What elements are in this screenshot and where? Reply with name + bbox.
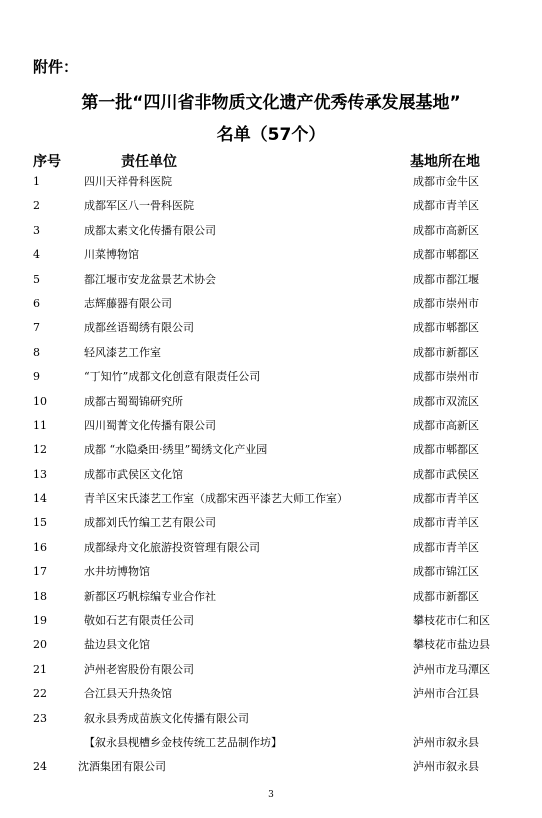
row-serial-number: 14: [33, 492, 47, 506]
table-row: [0, 707, 542, 731]
table-row: [0, 609, 542, 633]
row-responsible-unit: 敬如石艺有限责任公司: [84, 614, 194, 628]
row-serial-number: 7: [33, 321, 40, 335]
row-responsible-unit: 成都古蜀蜀锦研究所: [84, 394, 183, 408]
table-row: [0, 511, 542, 535]
row-responsible-unit: 泸州老窖股份有限公司: [84, 662, 194, 676]
document-subtitle: 名单（57个）: [216, 125, 326, 145]
table-row: [0, 755, 542, 779]
row-serial-number: 13: [33, 467, 47, 481]
row-base-location: 成都市郫都区: [413, 248, 479, 262]
row-base-location: 成都市新都区: [413, 589, 479, 603]
table-row: [0, 268, 542, 292]
row-responsible-unit: 【叙永县枧槽乡金枝传统工艺品制作坊】: [84, 735, 282, 749]
table-row: [0, 438, 542, 462]
row-serial-number: 19: [33, 614, 47, 628]
row-responsible-unit: 成都太素文化传播有限公司: [84, 223, 216, 237]
row-responsible-unit: 四川蜀菁文化传播有限公司: [84, 418, 216, 432]
row-responsible-unit: 盐边县文化馆: [84, 638, 150, 652]
row-base-location: 成都市崇州市: [413, 370, 479, 384]
row-base-location: 成都市锦江区: [413, 565, 479, 579]
table-row: [0, 292, 542, 316]
header-responsible-unit: 责任单位: [121, 154, 177, 170]
table-row: [0, 633, 542, 657]
row-serial-number: 9: [33, 370, 40, 384]
table-row: [0, 243, 542, 267]
row-base-location: 成都市青羊区: [413, 199, 479, 213]
row-base-location: 泸州市叙永县: [413, 760, 479, 774]
row-serial-number: 18: [33, 589, 47, 603]
row-serial-number: 20: [33, 638, 47, 652]
row-base-location: 成都市郫都区: [413, 443, 479, 457]
table-row: [0, 365, 542, 389]
row-base-location: 成都市崇州市: [413, 296, 479, 310]
table-row: [0, 658, 542, 682]
table-row: [0, 170, 542, 194]
row-responsible-unit: 志辉藤器有限公司: [84, 296, 172, 310]
row-responsible-unit: 成都军区八一骨科医院: [84, 199, 194, 213]
row-serial-number: 23: [33, 711, 47, 725]
table-row: [0, 414, 542, 438]
table-row: [0, 219, 542, 243]
row-base-location: 成都市高新区: [413, 223, 479, 237]
row-base-location: 成都市金牛区: [413, 175, 479, 188]
row-serial-number: 3: [33, 223, 40, 237]
row-base-location: 成都市武侯区: [413, 467, 479, 481]
row-responsible-unit: 轻风漆艺工作室: [84, 345, 161, 359]
row-base-location: 成都市郫都区: [413, 321, 479, 335]
row-serial-number: 15: [33, 516, 47, 530]
table-row: [0, 194, 542, 218]
row-base-location: 成都市双流区: [413, 394, 479, 408]
row-serial-number: 16: [33, 540, 47, 554]
table-row: [0, 390, 542, 414]
table-body: [0, 170, 542, 780]
row-responsible-unit: 沈酒集团有限公司: [78, 760, 166, 774]
row-responsible-unit: 水井坊博物馆: [84, 565, 150, 579]
row-responsible-unit: 都江堰市安龙盆景艺术协会: [84, 272, 216, 286]
row-responsible-unit: 青羊区宋氏漆艺工作室（成都宋西平漆艺大师工作室）: [84, 492, 348, 506]
row-serial-number: 21: [33, 662, 47, 676]
row-base-location: 成都市青羊区: [413, 492, 479, 506]
attachment-label: 附件：: [33, 58, 79, 76]
table-row: [0, 487, 542, 511]
row-base-location: 成都市都江堰: [413, 272, 479, 286]
row-serial-number: 22: [33, 687, 47, 701]
row-base-location: 成都市新都区: [413, 345, 479, 359]
row-base-location: 攀枝花市盐边县: [413, 638, 490, 652]
row-responsible-unit: 川菜博物馆: [84, 248, 139, 262]
table-row: [0, 682, 542, 706]
row-base-location: 成都市青羊区: [413, 516, 479, 530]
row-base-location: 泸州市叙永县: [413, 735, 479, 749]
row-responsible-unit: 合江县天升热灸馆: [84, 687, 172, 701]
row-serial-number: 4: [33, 248, 40, 262]
row-responsible-unit: 成都市武侯区文化馆: [84, 467, 183, 481]
row-serial-number: 24: [33, 760, 47, 774]
row-base-location: 成都市高新区: [413, 418, 479, 432]
row-base-location: 攀枝花市仁和区: [413, 614, 490, 628]
header-serial-number: 序号: [33, 154, 61, 170]
table-row: [0, 341, 542, 365]
row-serial-number: 12: [33, 443, 47, 457]
row-serial-number: 6: [33, 296, 40, 310]
document-title: 第一批“四川省非物质文化遗产优秀传承发展基地”: [81, 93, 461, 113]
table-row: [0, 560, 542, 584]
row-base-location: 泸州市合江县: [413, 687, 479, 701]
row-responsible-unit: 成都刘氏竹编工艺有限公司: [84, 516, 216, 530]
row-responsible-unit: 四川天祥骨科医院: [84, 175, 172, 188]
row-serial-number: 11: [33, 418, 47, 432]
table-row: [0, 316, 542, 340]
row-responsible-unit: 成都 “水隐桑田·绣里”蜀绣文化产业园: [84, 443, 268, 457]
row-serial-number: 5: [33, 272, 40, 286]
row-base-location: 成都市青羊区: [413, 540, 479, 554]
page-number: 3: [268, 790, 274, 800]
row-serial-number: 1: [33, 175, 40, 188]
header-base-location: 基地所在地: [410, 154, 480, 170]
row-responsible-unit: 成都绿舟文化旅游投资管理有限公司: [84, 540, 260, 554]
row-serial-number: 10: [33, 394, 47, 408]
row-base-location: 泸州市龙马潭区: [413, 662, 490, 676]
row-responsible-unit: 叙永县秀成苗族文化传播有限公司: [84, 711, 249, 725]
table-row: [0, 585, 542, 609]
row-responsible-unit: 成都丝语蜀绣有限公司: [84, 321, 194, 335]
table-row: [0, 731, 542, 755]
row-responsible-unit: 新都区巧帆棕编专业合作社: [84, 589, 216, 603]
row-serial-number: 8: [33, 345, 40, 359]
row-responsible-unit: “丁知竹”成都文化创意有限责任公司: [84, 370, 261, 384]
row-serial-number: 17: [33, 565, 47, 579]
row-serial-number: 2: [33, 199, 40, 213]
table-row: [0, 536, 542, 560]
table-row: [0, 463, 542, 487]
